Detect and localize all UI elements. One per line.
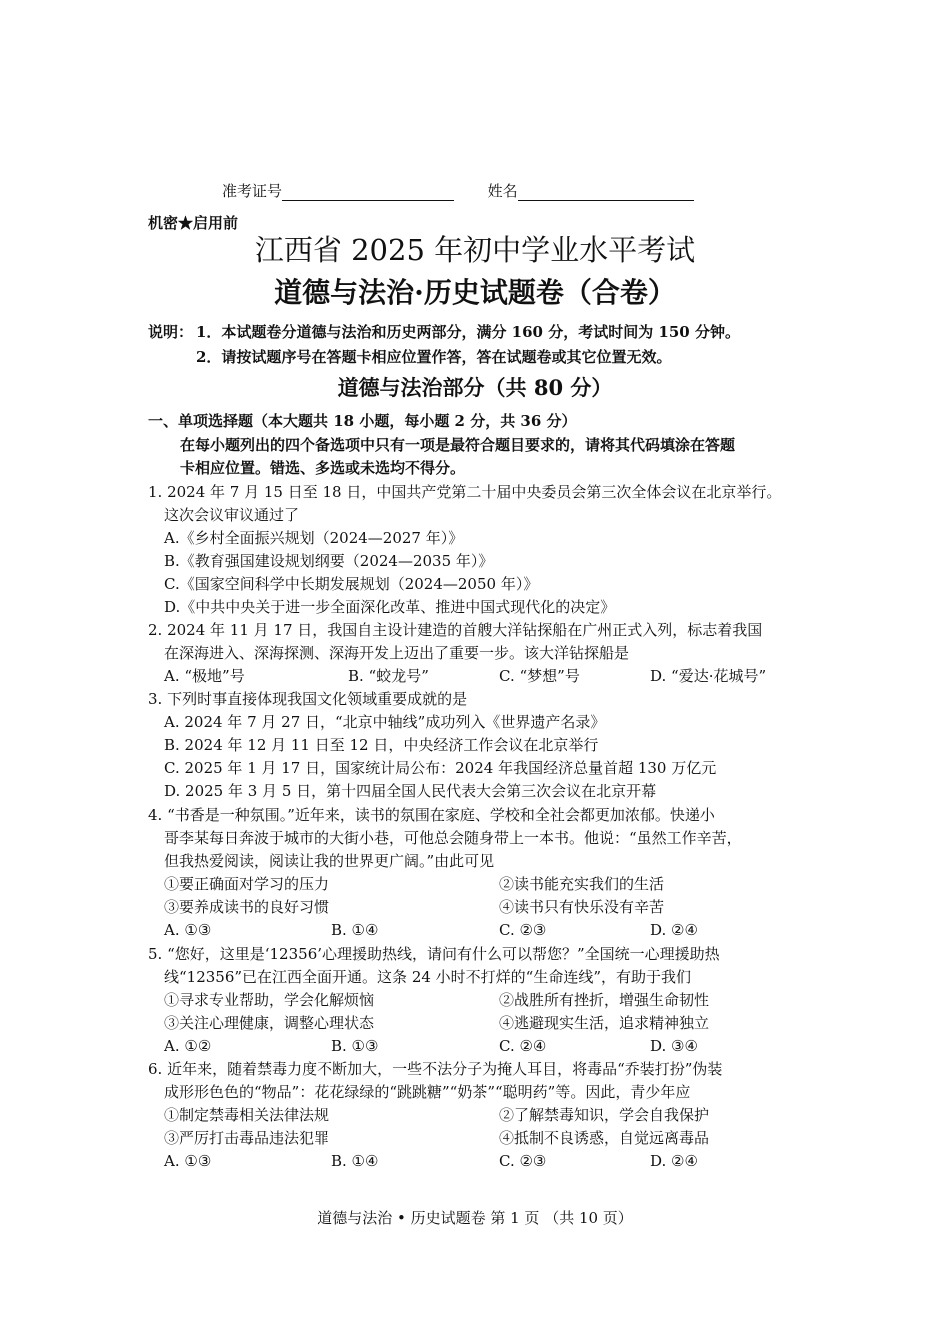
q5-stem-line-1: 5. “您好，这里是‘12356’心理援助热线，请问有什么可以帮您？”全国统一心理援助热 xyxy=(148,945,720,963)
exam-subtitle: 道德与法治·历史试题卷（合卷） xyxy=(274,276,676,309)
candidate-info-row xyxy=(222,180,694,201)
q5-option-d: D. ③④ xyxy=(650,1037,698,1055)
q1-stem-line-2: 这次会议审议通过了 xyxy=(164,506,300,524)
q5-option-a: A. ①② xyxy=(164,1037,212,1055)
q1-stem-line-1: 1. 2024 年 7 月 15 日至 18 日，中国共产党第二十届中央委员会第三次全体会议在北京举行。 xyxy=(148,483,782,501)
section-title: 道德与法治部分（共 80 分） xyxy=(337,375,613,400)
q3-option-c: C. 2025 年 1 月 17 日，国家统计局公布：2024 年我国经济总量首超 130 万亿元 xyxy=(164,759,717,777)
q6-option-b: B. ①④ xyxy=(331,1152,379,1170)
q6-statement-2: ②了解禁毒知识，学会自我保护 xyxy=(499,1106,710,1124)
candidate-number-field[interactable] xyxy=(282,184,454,201)
q6-option-d: D. ②④ xyxy=(650,1152,698,1170)
candidate-number-label: 准考证号 xyxy=(222,182,283,200)
secret-mark: 机密★启用前 xyxy=(148,214,239,232)
q3-stem-line-1: 3. 下列时事直接体现我国文化领域重要成就的是 xyxy=(148,690,468,708)
name-label: 姓名 xyxy=(487,182,518,200)
q5-statement-3: ③关注心理健康，调整心理状态 xyxy=(164,1014,375,1032)
q4-stem-line-3: 但我热爱阅读，阅读让我的世界更广阔。”由此可见 xyxy=(164,852,495,870)
q4-option-b: B. ①④ xyxy=(331,921,379,939)
name-field[interactable] xyxy=(518,184,694,201)
q2-option-c: C. “梦想”号 xyxy=(499,667,580,685)
q2-option-b: B. “蛟龙号” xyxy=(348,667,429,685)
q6-statement-3: ③严厉打击毒品违法犯罪 xyxy=(164,1129,330,1147)
q5-option-b: B. ①③ xyxy=(331,1037,379,1055)
q4-option-c: C. ②③ xyxy=(499,921,547,939)
q2-option-a: A. “极地”号 xyxy=(164,667,245,685)
q6-option-a: A. ①③ xyxy=(164,1152,212,1170)
q1-option-d: D.《中共中央关于进一步全面深化改革、推进中国式现代化的决定》 xyxy=(164,598,616,616)
q3-option-a: A. 2024 年 7 月 27 日，“北京中轴线”成功列入《世界遗产名录》 xyxy=(164,713,606,731)
q5-statement-2: ②战胜所有挫折，增强生命韧性 xyxy=(499,991,710,1009)
q6-stem-line-2: 成形形色色的“物品”：花花绿绿的“跳跳糖”“奶茶”“聪明药”等。因此，青少年应 xyxy=(164,1083,691,1101)
q5-statement-1: ①寻求专业帮助，学会化解烦恼 xyxy=(164,991,375,1009)
q4-statement-4: ④读书只有快乐没有辛苦 xyxy=(499,898,665,916)
q5-option-c: C. ②④ xyxy=(499,1037,547,1055)
q3-option-d: D. 2025 年 3 月 5 日，第十四届全国人民代表大会第三次会议在北京开幕 xyxy=(164,782,657,800)
q3-option-b: B. 2024 年 12 月 11 日至 12 日，中央经济工作会议在北京举行 xyxy=(164,736,599,754)
q6-stem-line-1: 6. 近年来，随着禁毒力度不断加大，一些不法分子为掩人耳目，将毒品“乔装打扮”伪装 xyxy=(148,1060,723,1078)
q6-statement-4: ④抵制不良诱惑，自觉远离毒品 xyxy=(499,1129,710,1147)
instructions-label: 说明： xyxy=(148,323,194,341)
instruction-item-1: 1．本试题卷分道德与法治和历史两部分，满分 160 分，考试时间为 150 分钟。 xyxy=(196,323,740,341)
q5-stem-line-2: 线“12356”已在江西全面开通。这条 24 小时不打烊的“生命连线”，有助于我们 xyxy=(164,968,692,986)
q4-statement-1: ①要正确面对学习的压力 xyxy=(164,875,330,893)
q4-option-a: A. ①③ xyxy=(164,921,212,939)
q1-option-c: C.《国家空间科学中长期发展规划（2024—2050 年）》 xyxy=(164,575,539,593)
part-heading: 一、单项选择题（本大题共 18 小题，每小题 2 分，共 36 分） xyxy=(148,412,577,430)
q4-statement-2: ②读书能充实我们的生活 xyxy=(499,875,665,893)
q6-statement-1: ①制定禁毒相关法律法规 xyxy=(164,1106,330,1124)
page-footer: 道德与法治 • 历史试题卷 第 1 页 （共 10 页） xyxy=(317,1209,633,1227)
q4-stem-line-2: 哥李某每日奔波于城市的大街小巷，可他总会随身带上一本书。他说：“虽然工作辛苦， xyxy=(164,829,742,847)
part-description-line-1: 在每小题列出的四个备选项中只有一项是最符合题目要求的，请将其代码填涂在答题 xyxy=(180,436,736,454)
q1-option-b: B.《教育强国建设规划纲要（2024—2035 年）》 xyxy=(164,552,494,570)
q2-stem-line-1: 2. 2024 年 11 月 17 日，我国自主设计建造的首艘大洋钻探船在广州正式入列，标志着我国 xyxy=(148,621,763,639)
q1-option-a: A.《乡村全面振兴规划（2024—2027 年）》 xyxy=(164,529,464,547)
q6-option-c: C. ②③ xyxy=(499,1152,547,1170)
q4-option-d: D. ②④ xyxy=(650,921,698,939)
q2-option-d: D. “爱达·花城号” xyxy=(650,667,767,685)
part-description-line-2: 卡相应位置。错选、多选或未选均不得分。 xyxy=(180,459,466,477)
q4-statement-3: ③要养成读书的良好习惯 xyxy=(164,898,330,916)
q2-stem-line-2: 在深海进入、深海探测、深海开发上迈出了重要一步。该大洋钻探船是 xyxy=(164,644,630,662)
q4-stem-line-1: 4. “书香是一种氛围。”近年来，读书的氛围在家庭、学校和全社会都更加浓郁。快递小 xyxy=(148,806,715,824)
instruction-item-2: 2．请按试题序号在答题卡相应位置作答，答在试题卷或其它位置无效。 xyxy=(196,348,672,366)
q5-statement-4: ④逃避现实生活，追求精神独立 xyxy=(499,1014,710,1032)
exam-title: 江西省 2025 年初中学业水平考试 xyxy=(254,233,696,267)
